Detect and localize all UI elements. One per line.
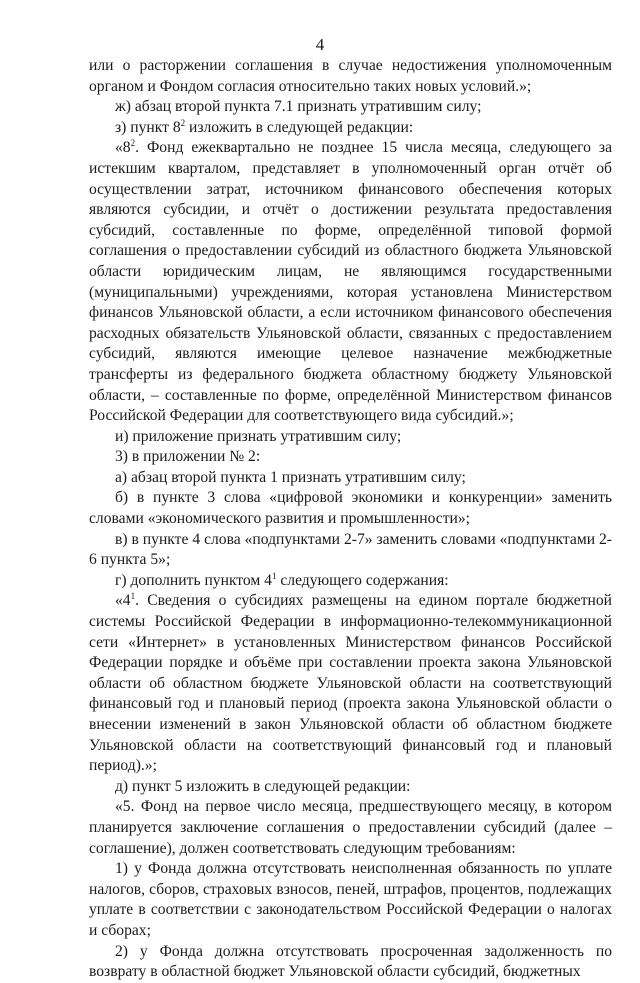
superscript: 2 xyxy=(130,138,136,149)
paragraph xyxy=(89,138,612,426)
paragraph-text: «8 xyxy=(115,139,131,157)
paragraph-text: «4 xyxy=(115,592,131,610)
paragraph: а) абзац второй пункта 1 признать утратившим силу; xyxy=(115,468,466,486)
paragraph: д) пункт 5 изложить в следующей редакции: xyxy=(115,777,411,795)
superscript: 2 xyxy=(180,117,186,128)
page-number: 4 xyxy=(315,35,325,54)
paragraph-text: . Фонд ежеквартально не позднее 15 числа месяца, следующего за истекшим кварталом, представляет в уполномоченный орган отчёт об осуществлении затрат, источником финансового обеспечения которых являются субсидии, и отчёт о достижении результата предоставления субсидий, составленные по форме, определённой типовой формой соглашения о предоставлении субсидий из областного бюджета Ульяновской области юридическим лицам, не являющимся государственными (муниципальными) учреждениями, которая установлена Министерством финансов Ульяновской области, а если источником финансового обеспечения расходных обязательств Ульяновской области, связанных с предоставлением субсидий, являются имеющие целевое назначение межбюджетные трансферты из федерального бюджета областному бюджету Ульяновской области, – составленные по форме, определённой Министерством финансов Российской Федерации для соответствующего вида субсидий.»; xyxy=(89,139,612,425)
paragraph-text: г) дополнить пунктом 4 xyxy=(115,571,272,589)
paragraph-text: следующего содержания: xyxy=(276,571,449,589)
paragraph xyxy=(89,591,612,776)
paragraph: 1) у Фонда должна отсутствовать неисполненная обязанность по уплате налогов, сборов, страховых взносов, пеней, штрафов, процентов, подлежащих уплате в соответствии с законодательством Российской Федерации о налогах и сборах; xyxy=(89,860,612,939)
paragraph: б) в пункте 3 слова «цифровой экономики и конкуренции» заменить словами «экономического развития и промышленности»; xyxy=(89,489,612,528)
paragraph: в) в пункте 4 слова «подпунктами 2-7» заменить словами «подпунктами 2-6 пункта 5»; xyxy=(89,530,612,569)
paragraph-text: з) пункт 8 xyxy=(115,118,181,136)
paragraph: и) приложение признать утратившим силу; xyxy=(115,427,402,445)
paragraph: «5. Фонд на первое число месяца, предшествующего месяцу, в котором планируется заключение соглашения о предоставлении субсидий (далее – соглашение), должен соответствовать следующим требованиям: xyxy=(89,798,612,857)
superscript: 1 xyxy=(271,570,277,581)
paragraph: или о расторжении соглашения в случае недостижения уполномоченным органом и Фондом согласия относительно таких новых условий.»; xyxy=(89,57,612,95)
paragraph-text: . Сведения о субсидиях размещены на едином портале бюджетной системы Российской Федерации в информационно-телекоммуникационной сети «Интернет» в установленных Министерством финансов Российской Федерации порядке и объёме при составлении проекта закона Ульяновской области об областном бюджете Ульяновской области на соответствующий финансовый год и плановый период (проекта закона Ульяновской области о внесении изменений в закон Ульяновской области об областном бюджете Ульяновской области на соответствующий финансовый год и плановый период).»; xyxy=(89,592,612,775)
paragraph: ж) абзац второй пункта 7.1 признать утратившим силу; xyxy=(115,98,482,116)
paragraph: 2) у Фонда должна отсутствовать просроченная задолженность по возврату в областной бюджет Ульяновской области субсидий, бюджетных xyxy=(89,942,612,981)
paragraph xyxy=(89,571,612,592)
paragraph xyxy=(89,118,612,139)
paragraph: 3) в приложении № 2: xyxy=(115,448,261,466)
paragraph-text: изложить в следующей редакции: xyxy=(185,118,414,136)
superscript: 1 xyxy=(130,591,136,602)
document-body xyxy=(89,56,612,983)
